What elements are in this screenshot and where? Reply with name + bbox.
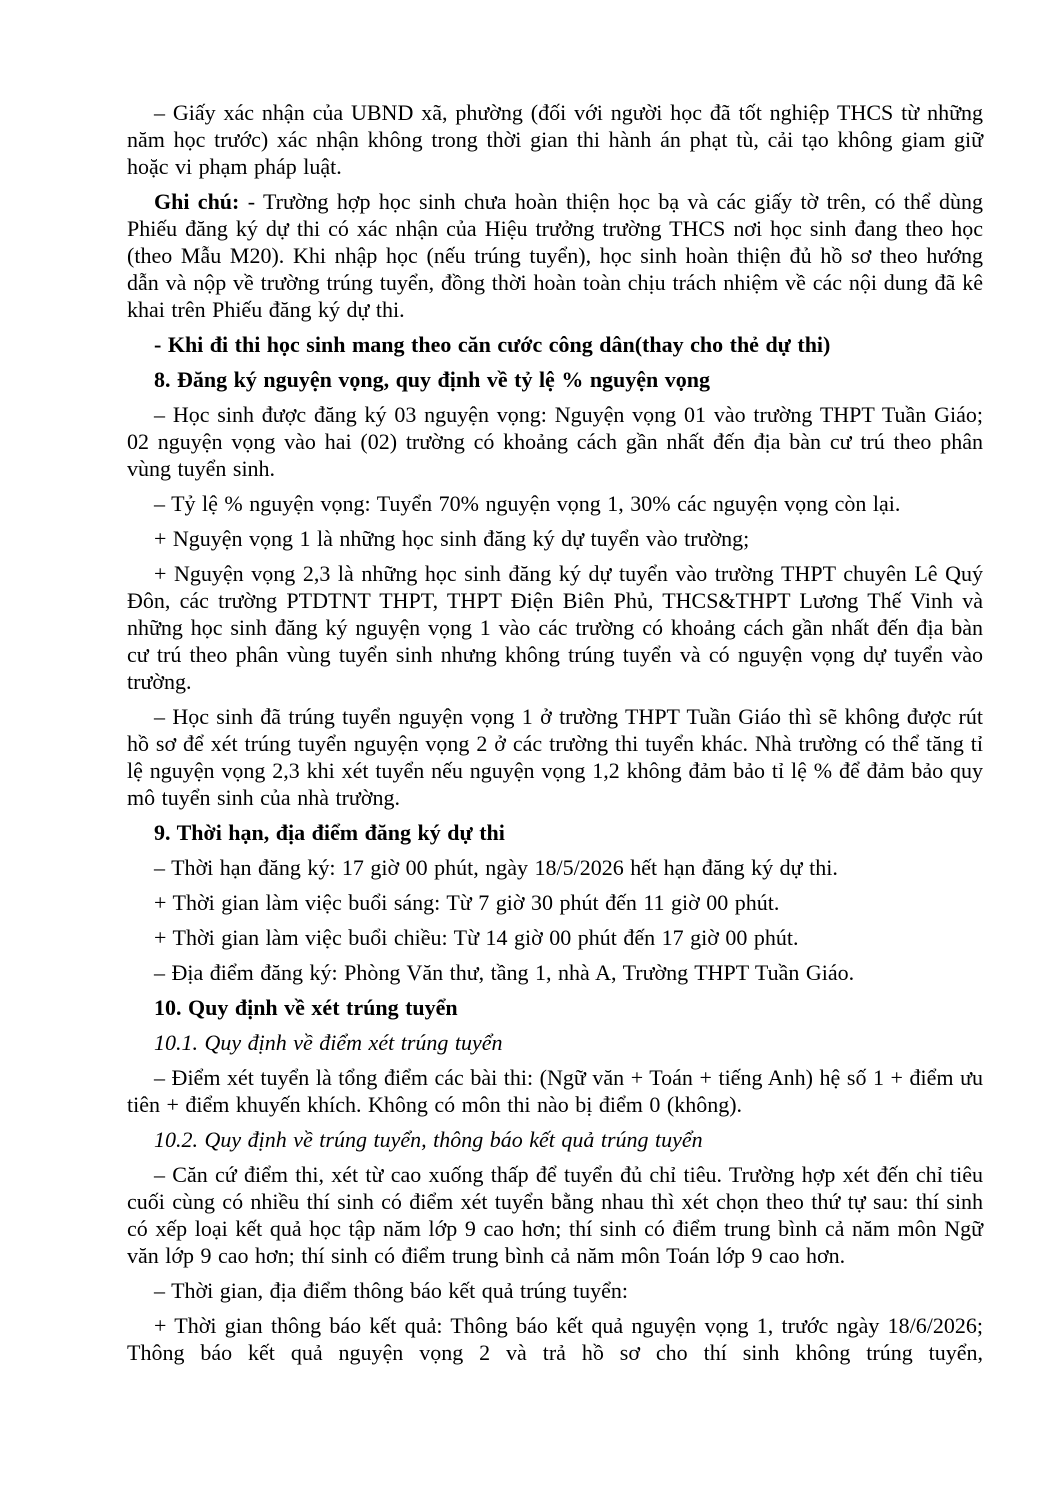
section-heading: 8. Đăng ký nguyện vọng, quy định về tỷ lệ % nguyện vọng — [154, 367, 711, 392]
section-heading: 9. Thời hạn, địa điểm đăng ký dự thi — [154, 820, 505, 845]
document-body — [127, 99, 983, 1366]
subsection-heading: 10.2. Quy định về trúng tuyển, thông báo kết quả trúng tuyển — [154, 1127, 703, 1152]
paragraph: – Giấy xác nhận của UBND xã, phường (đối với người học đã tốt nghiệp THCS từ những năm học trước) xác nhận không trong thời gian thi hành án phạt tù, cải tạo không giam giữ hoặc vi phạm pháp luật. — [127, 100, 983, 179]
paragraph: – Căn cứ điểm thi, xét từ cao xuống thấp để tuyển đủ chỉ tiêu. Trường hợp xét đến chỉ tiêu cuối cùng có nhiều thí sinh có điểm xét tuyển bằng nhau thì xét chọn theo thứ tự sau: thí sinh có xếp loại kết quả học tập năm lớp 9 cao hơn; thí sinh có điểm trung bình cả năm môn Ngữ văn lớp 9 cao hơn; thí sinh có điểm trung bình cả năm môn Toán lớp 9 cao hơn. — [127, 1162, 983, 1268]
paragraph: – Thời hạn đăng ký: 17 giờ 00 phút, ngày 18/5/2026 hết hạn đăng ký dự thi. — [154, 855, 838, 880]
paragraph: – Tỷ lệ % nguyện vọng: Tuyển 70% nguyện vọng 1, 30% các nguyện vọng còn lại. — [154, 491, 901, 516]
paragraph: – Địa điểm đăng ký: Phòng Văn thư, tầng 1, nhà A, Trường THPT Tuần Giáo. — [154, 960, 855, 985]
paragraph: + Thời gian thông báo kết quả: Thông báo kết quả nguyện vọng 1, trước ngày 18/6/2026; Thông báo kết quả nguyện vọng 2 và trả hồ sơ cho thí sinh không trúng tuyển, — [127, 1313, 983, 1365]
section-heading: - Khi đi thi học sinh mang theo căn cước công dân(thay cho thẻ dự thi) — [154, 332, 831, 357]
lead-label: Ghi chú: — [154, 189, 240, 214]
paragraph: + Thời gian làm việc buổi sáng: Từ 7 giờ 30 phút đến 11 giờ 00 phút. — [154, 890, 780, 915]
subsection-heading: 10.1. Quy định về điểm xét trúng tuyển — [154, 1030, 503, 1055]
paragraph: Ghi chú: - Trường hợp học sinh chưa hoàn thiện học bạ và các giấy tờ trên, có thể dùng Phiếu đăng ký dự thi có xác nhận của Hiệu trưởng trường THCS nơi học sinh đang theo học (theo Mẫu M20). Khi nhập học (nếu trúng tuyển), học sinh hoàn thiện đủ hồ sơ theo hướng dẫn và nộp về trường trúng tuyển, đồng thời hoàn toàn chịu trách nhiệm về các nội dung đã kê khai trên Phiếu đăng ký dự thi. — [127, 189, 983, 322]
paragraph: – Thời gian, địa điểm thông báo kết quả trúng tuyển: — [154, 1278, 628, 1303]
paragraph: – Học sinh đã trúng tuyển nguyện vọng 1 ở trường THPT Tuần Giáo thì sẽ không được rút hồ sơ để xét trúng tuyển nguyện vọng 2 ở các trường thi tuyển khác. Nhà trường có thể tăng tỉ lệ nguyện vọng 2,3 khi xét tuyển nếu nguyện vọng 1,2 không đảm bảo tỉ lệ % để đảm bảo quy mô tuyển sinh của nhà trường. — [127, 704, 983, 810]
section-heading: 10. Quy định về xét trúng tuyển — [154, 995, 458, 1020]
paragraph: + Thời gian làm việc buổi chiều: Từ 14 giờ 00 phút đến 17 giờ 00 phút. — [154, 925, 799, 950]
paragraph: + Nguyện vọng 2,3 là những học sinh đăng ký dự tuyển vào trường THPT chuyên Lê Quý Đôn, các trường PTDTNT THPT, THPT Điện Biên Phủ, THCS&THPT Lương Thế Vinh và những học sinh đăng ký nguyện vọng 1 vào các trường có khoảng cách gần nhất đến địa bàn cư trú theo phân vùng tuyển sinh nhưng không trúng tuyển và có nguyện vọng dự tuyển vào trường. — [127, 561, 983, 694]
paragraph: – Học sinh được đăng ký 03 nguyện vọng: Nguyện vọng 01 vào trường THPT Tuần Giáo; 02 nguyện vọng vào hai (02) trường có khoảng cách gần nhất đến địa bàn cư trú theo phân vùng tuyển sinh. — [127, 402, 983, 481]
paragraph: + Nguyện vọng 1 là những học sinh đăng ký dự tuyển vào trường; — [154, 526, 750, 551]
paragraph: – Điểm xét tuyển là tổng điểm các bài thi: (Ngữ văn + Toán + tiếng Anh) hệ số 1 + điểm ưu tiên + điểm khuyến khích. Không có môn thi nào bị điểm 0 (không). — [127, 1065, 983, 1117]
